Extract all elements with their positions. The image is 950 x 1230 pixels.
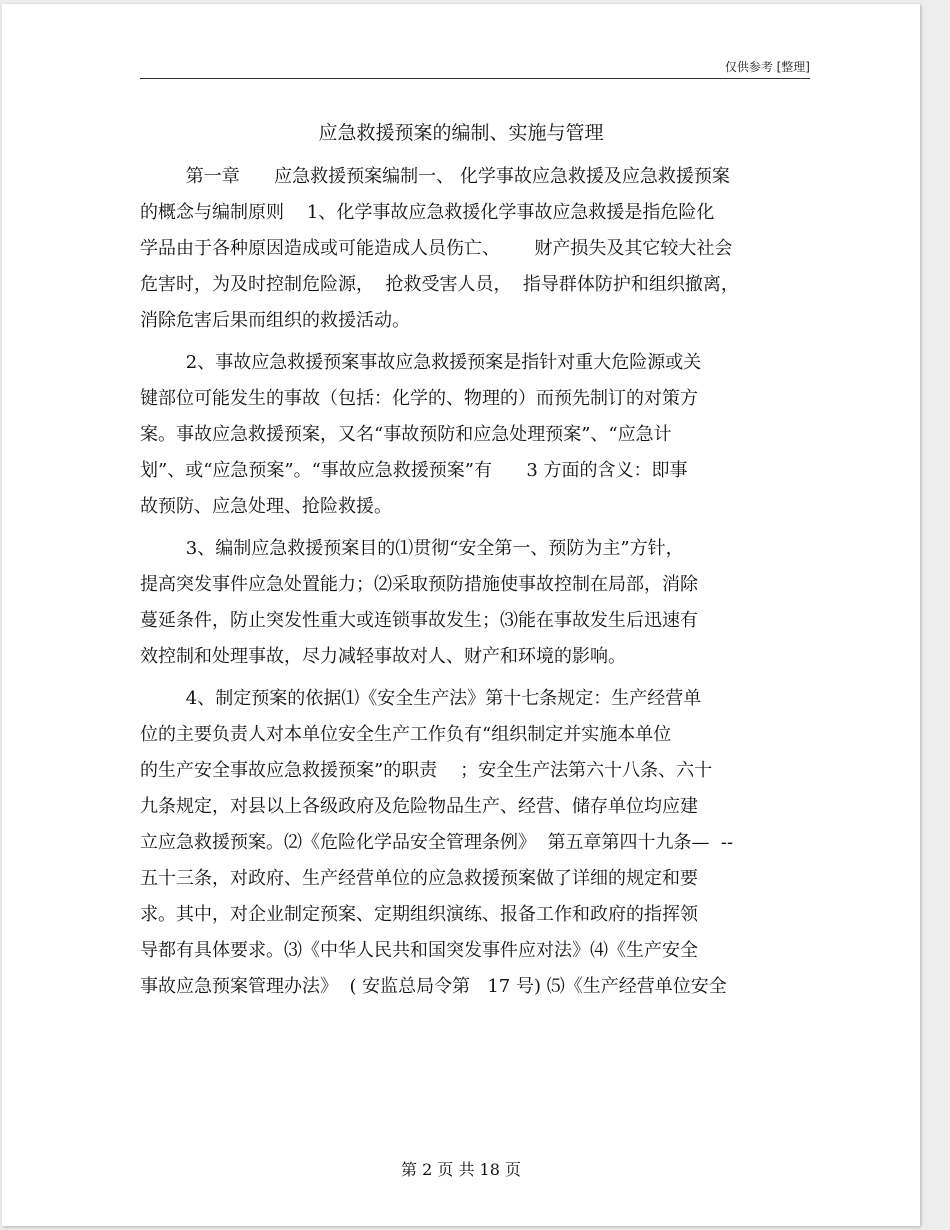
text-line: 危害时，为及时控制危险源， 抢救受害人员， 指导群体防护和组织撤离， bbox=[140, 274, 739, 295]
text-line: 位的主要负责人对本单位安全生产工作负有“组织制定并实施本单位 bbox=[140, 724, 672, 745]
text-line: 消除危害后果而组织的救援活动。 bbox=[140, 310, 410, 331]
text-line: 4、制定预案的依据⑴《安全生产法》第十七条规定：生产经营单 bbox=[140, 688, 702, 709]
text-line: 九条规定，对县以上各级政府及危险物品生产、经营、储存单位均应建 bbox=[140, 796, 698, 817]
text-line: 事故应急预案管理办法》 ( 安监总局令第 17 号) ⑸《生产经营单位安全 bbox=[140, 976, 727, 997]
text-line: 的概念与编制原则 1、化学事故应急救援化学事故应急救援是指危险化 bbox=[140, 202, 715, 223]
header-divider bbox=[140, 78, 810, 79]
document-title: 应急救援预案的编制、实施与管理 bbox=[318, 122, 604, 144]
text-line: 立应急救援预案。⑵《危险化学品安全管理条例》 第五章第四十九条— -- bbox=[140, 832, 734, 853]
document-body bbox=[140, 159, 810, 1005]
text-line: 导都有具体要求。⑶《中华人民共和国突发事件应对法》⑷《生产安全 bbox=[140, 940, 698, 961]
text-line: 效控制和处理事故，尽力减轻事故对人、财产和环境的影响。 bbox=[140, 646, 626, 667]
document-page bbox=[2, 4, 920, 1226]
text-line: 2、事故应急救援预案事故应急救援预案是指针对重大危险源或关 bbox=[140, 352, 702, 373]
text-line: 第一章 应急救援预案编制一、 化学事故应急救援及应急救援预案 bbox=[140, 166, 730, 187]
text-line: 的生产安全事故应急救援预案”的职责 ；安全生产法第六十八条、六十 bbox=[140, 760, 713, 781]
page-number: 第 2 页 共 18 页 bbox=[401, 1160, 521, 1179]
text-line: 五十三条，对政府、生产经营单位的应急救援预案做了详细的规定和要 bbox=[140, 868, 698, 889]
text-line: 案。事故应急救援预案，又名“事故预防和应急处理预案”、“应急计 bbox=[140, 424, 672, 445]
text-line: 求。其中，对企业制定预案、定期组织演练、报备工作和政府的指挥领 bbox=[140, 904, 698, 925]
text-line: 故预防、应急处理、抢险救援。 bbox=[140, 496, 392, 517]
text-line: 学品由于各种原因造成或可能造成人员伤亡、 财产损失及其它较大社会 bbox=[140, 238, 733, 259]
text-line: 蔓延条件，防止突发性重大或连锁事故发生；⑶能在事故发生后迅速有 bbox=[140, 610, 698, 631]
text-line: 划”、或“应急预案”。“事故应急救援预案”有 3 方面的含义：即事 bbox=[140, 460, 688, 481]
text-line: 键部位可能发生的事故（包括：化学的、物理的）而预先制订的对策方 bbox=[140, 388, 698, 409]
header-note: 仅供参考 [整理] bbox=[724, 60, 810, 74]
text-line: 提高突发事件应急处置能力；⑵采取预防措施使事故控制在局部，消除 bbox=[140, 574, 698, 595]
text-line: 3、编制应急救援预案目的⑴贯彻“安全第一、预防为主”方针， bbox=[140, 538, 684, 559]
